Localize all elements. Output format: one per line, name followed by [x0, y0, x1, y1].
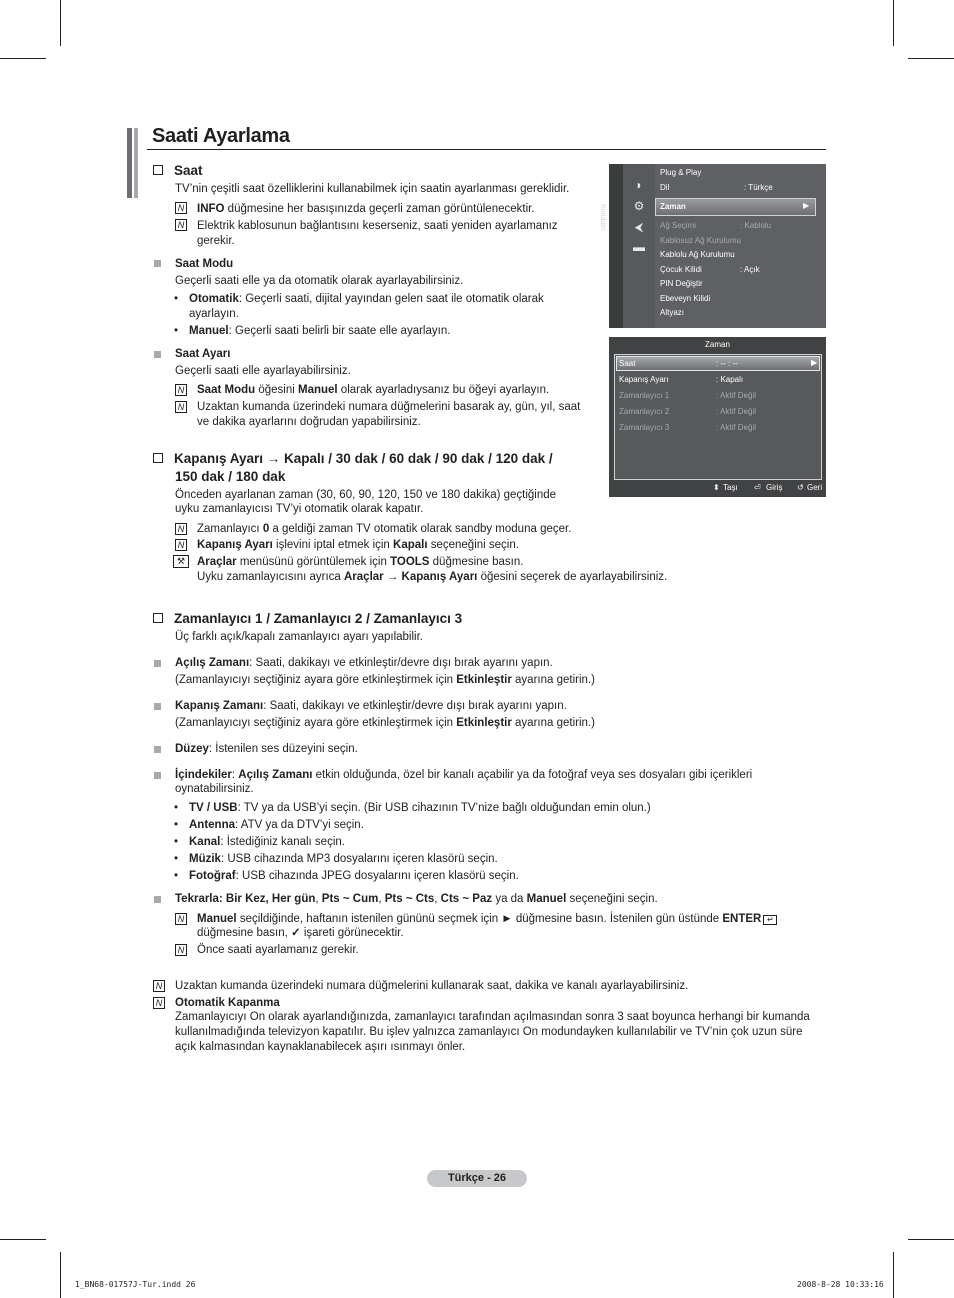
- application-icon: ▬: [633, 240, 645, 254]
- note-text: Saat Modu öğesini Manuel olarak ayarladıysanız bu öğeyi ayarlayın.: [197, 384, 550, 396]
- note-icon: N: [153, 980, 165, 992]
- square-bullet-icon: [154, 746, 161, 753]
- subheading: Saat Modu: [175, 258, 234, 270]
- menu-item[interactable]: Kapanış Ayarı: [619, 375, 669, 384]
- note-text: düğmesine basın, ✓ işareti görünecektir.: [197, 927, 404, 939]
- list-item: Otomatik: Geçerli saati, dijital yayından gelen saat ile otomatik olarak: [189, 293, 544, 305]
- note-icon: N: [175, 384, 187, 396]
- paragraph: İçindekiler: Açılış Zamanı etkin olduğunda, özel bir kanalı açabilir ya da fotoğraf veya ses dosyaları gibi içerikleri: [175, 769, 753, 781]
- section-heading-saat: Saat: [153, 162, 203, 180]
- picture-icon: ◗: [635, 178, 643, 192]
- crop-mark: [893, 0, 894, 46]
- note-text: ve dakika ayarlarını doğrudan yapabilirsiniz.: [197, 416, 421, 428]
- note-icon: N: [175, 219, 187, 231]
- enter-icon: ↵: [763, 915, 777, 925]
- paragraph: Kapanış Zamanı: Saati, dakikayı ve etkinleştir/devre dışı bırak ayarını yapın.: [175, 700, 567, 712]
- paragraph: (Zamanlayıcıyı seçtiğiniz ayara göre etkinleştirmek için Etkinleştir ayarına getirin.): [175, 717, 595, 729]
- checkbox-icon: [153, 453, 163, 463]
- square-bullet-icon: [154, 703, 161, 710]
- note-text: Zamanlayıcı 0 a geldiği zaman TV otomatik olarak sandby moduna geçer.: [197, 523, 572, 535]
- note-icon: N: [175, 401, 187, 413]
- paragraph: (Zamanlayıcıyı seçtiğiniz ayara göre etkinleştirmek için Etkinleştir ayarına getirin.): [175, 674, 595, 686]
- note-text: Elektrik kablosunun bağlantısını keserseniz, saati yeniden ayarlamanız: [197, 220, 558, 232]
- return-icon: ↺: [797, 483, 804, 492]
- bullet-dot: •: [174, 853, 179, 865]
- checkbox-icon: [153, 613, 163, 623]
- list-item: Fotoğraf: USB cihazında JPEG dosyalarını içeren klasörü seçin.: [189, 870, 519, 882]
- crop-mark: [60, 0, 61, 46]
- crop-mark: [60, 1252, 61, 1298]
- square-bullet-icon: [154, 260, 161, 267]
- bullet-dot: •: [174, 293, 179, 305]
- crop-mark: [908, 58, 954, 59]
- paragraph: Açılış Zamanı: Saati, dakikayı ve etkinleştir/devre dışı bırak ayarını yapın.: [175, 657, 553, 669]
- bullet-dot: •: [174, 819, 179, 831]
- enter-icon: ⏎: [754, 483, 761, 492]
- note-icon: N: [175, 202, 187, 214]
- bullet-dot: •: [174, 836, 179, 848]
- list-item: TV / USB: TV ya da USB’yi seçin. (Bir USB cihazının TV’nize bağlı olduğundan emin olun.): [189, 802, 651, 814]
- menu-item[interactable]: Altyazı: [660, 308, 685, 317]
- crop-mark: [908, 1239, 954, 1240]
- menu-item[interactable]: Kablosuz Ağ Kurulumu: [660, 236, 741, 245]
- paragraph: açık kalmasından kaynaklanabilecek aşırı ısınmayı önler.: [175, 1041, 466, 1053]
- note-icon: N: [175, 523, 187, 535]
- paragraph: Düzey: İstenilen ses düzeyini seçin.: [175, 743, 358, 755]
- tools-text: Araçlar menüsünü görüntülemek için TOOLS düğmesine basın.: [197, 556, 524, 568]
- square-bullet-icon: [154, 772, 161, 779]
- tools-text: Uyku zamanlayıcısını ayrıca Araçlar → Kapanış Ayarı öğesini seçerek de ayarlayabilirsiniz.: [197, 571, 668, 583]
- tv-menu-setup: [599, 164, 826, 328]
- input-icon: ⮜: [634, 220, 644, 234]
- note-text: Önce saati ayarlamanız gerekir.: [197, 944, 359, 956]
- note-text: INFO düğmesine her basışınızda geçerli zaman görüntülenecektir.: [197, 203, 535, 215]
- slug-timestamp: 2008-8-28 10:33:16: [797, 1280, 884, 1289]
- menu-item[interactable]: Kablolu Ağ Kurulumu: [660, 250, 735, 259]
- list-item: Manuel: Geçerli saati belirli bir saate elle ayarlayın.: [189, 325, 451, 337]
- checkbox-icon: [153, 165, 163, 175]
- square-bullet-icon: [154, 660, 161, 667]
- list-item: ayarlayın.: [189, 308, 239, 320]
- paragraph: kullanılmadığında televizyon kapatılır. Bu işlev yalnızca zamanlayıcı On modundayken kullanılabilir ve TV’nin çok uzun süre: [175, 1026, 803, 1038]
- menu-item-value: : Açık: [740, 265, 760, 274]
- note-icon: N: [175, 539, 187, 551]
- bullet-dot: •: [174, 870, 179, 882]
- paragraph: Önceden ayarlanan zaman (30, 60, 90, 120, 150 ve 180 dakika) geçtiğinde: [175, 489, 557, 501]
- subheading: Saat Ayarı: [175, 348, 231, 360]
- menu-item[interactable]: Ağ Seçimi: [660, 221, 697, 230]
- paragraph: uyku zamanlayıcısı TV’yi otomatik olarak kapatır.: [175, 503, 424, 515]
- menu-item-value: : -- : --: [716, 359, 738, 368]
- menu-item[interactable]: Zamanlayıcı 3: [619, 423, 670, 432]
- page-title: Saati Ayarlama: [152, 125, 290, 147]
- paragraph: Zamanlayıcıyı On olarak ayarlandığınızda, zamanlayıcı tarafından açılmasından sonra 3 saat boyunca herhangi bir kumanda: [175, 1011, 810, 1023]
- menu-item-selected[interactable]: Saat: [619, 359, 636, 368]
- section-heading-kapanis-cont: 150 dak / 180 dak: [175, 469, 286, 484]
- menu-item[interactable]: Zamanlayıcı 1: [619, 391, 670, 400]
- menu-item[interactable]: Plug & Play: [660, 168, 702, 177]
- setup-gear-icon: ⚙: [633, 199, 645, 213]
- menu-item-value: : Aktif Değil: [716, 391, 757, 400]
- list-item: Antenna: ATV ya da DTV’yi seçin.: [189, 819, 364, 831]
- menu-title: Zaman: [705, 340, 730, 349]
- note-icon: N: [175, 913, 187, 925]
- tv-menu-time: [609, 337, 826, 497]
- list-item: Kanal: İstediğiniz kanalı seçin.: [189, 836, 345, 848]
- paragraph: Geçerli saati elle ayarlayabilirsiniz.: [175, 365, 351, 377]
- checkmark-icon: ✓: [290, 927, 301, 939]
- bullet-dot: •: [174, 325, 179, 337]
- menu-item[interactable]: Ebeveyn Kilidi: [660, 294, 711, 303]
- square-bullet-icon: [154, 896, 161, 903]
- footer-move: Taşı: [723, 483, 738, 492]
- menu-side-strip: [609, 164, 623, 328]
- paragraph: TV’nin çeşitli saat özelliklerini kullanabilmek için saatin ayarlanması gereklidir.: [175, 183, 570, 195]
- bullet-dot: •: [174, 802, 179, 814]
- menu-item-value: : Kablolu: [740, 221, 772, 230]
- footer-back: Geri: [807, 483, 823, 492]
- note-text: Uzaktan kumanda üzerindeki numara düğmelerini basarak ay, gün, yıl, saat: [197, 401, 581, 413]
- crop-mark: [0, 58, 46, 59]
- menu-item[interactable]: Çocuk Kilidi: [660, 265, 702, 274]
- menu-item[interactable]: Dil: [660, 183, 670, 192]
- menu-item-value: : Türkçe: [744, 183, 773, 192]
- note-heading: Otomatik Kapanma: [175, 997, 280, 1009]
- arrow-right-icon: ▶: [803, 201, 810, 210]
- crop-mark: [0, 1239, 46, 1240]
- menu-item[interactable]: Zamanlayıcı 2: [619, 407, 670, 416]
- title-rule: [147, 149, 826, 150]
- square-bullet-icon: [154, 351, 161, 358]
- note-text: Kapanış Ayarı işlevini iptal etmek için Kapalı seçeneğini seçin.: [197, 539, 519, 551]
- paragraph: Üç farklı açık/kapalı zamanlayıcı ayarı yapılabilir.: [175, 631, 423, 643]
- menu-item[interactable]: PIN Değiştir: [660, 279, 703, 288]
- paragraph: oynatabilirsiniz.: [175, 783, 254, 795]
- slug-filename: 1_BN68-01757J-Tur.indd 26: [75, 1280, 196, 1289]
- note-icon: N: [175, 944, 187, 956]
- move-icon: ⬍: [713, 483, 720, 492]
- arrow-right-icon: ▶: [811, 358, 818, 367]
- section-heading-kapanis: Kapanış Ayarı → Kapalı / 30 dak / 60 dak / 90 dak / 120 dak /: [153, 450, 553, 468]
- paragraph: Tekrarla: Bir Kez, Her gün, Pts ~ Cum, Pts ~ Cts, Cts ~ Paz ya da Manuel seçeneğini seçin.: [175, 893, 658, 905]
- page-number: Türkçe - 26: [427, 1170, 527, 1187]
- menu-vertical-label: Kurulum: [599, 204, 606, 231]
- tools-icon: ⚒: [173, 555, 189, 568]
- note-text: Uzaktan kumanda üzerindeki numara düğmelerini kullanarak saat, dakika ve kanalı ayarlayabilirsiniz.: [175, 980, 689, 992]
- note-text: gerekir.: [197, 235, 235, 247]
- menu-item-value: : Aktif Değil: [716, 407, 757, 416]
- menu-item-value: : Kapalı: [716, 375, 744, 384]
- note-text: Manuel seçildiğinde, haftanın istenilen gününü seçmek için ► düğmesine basın. İstenilen gün üstünde ENTER ↵: [197, 912, 777, 928]
- note-icon: N: [153, 997, 165, 1009]
- menu-item-selected[interactable]: Zaman: [660, 202, 686, 211]
- footer-enter: Giriş: [766, 483, 783, 492]
- section-heading-zamanlayici: Zamanlayıcı 1 / Zamanlayıcı 2 / Zamanlayıcı 3: [153, 610, 462, 628]
- list-item: Müzik: USB cihazında MP3 dosyalarını içeren klasörü seçin.: [189, 853, 498, 865]
- paragraph: Geçerli saati elle ya da otomatik olarak ayarlayabilirsiniz.: [175, 275, 464, 287]
- crop-mark: [893, 1252, 894, 1298]
- title-accent-bar: [127, 128, 132, 198]
- title-accent-bar: [134, 128, 138, 198]
- menu-item-value: : Aktif Değil: [716, 423, 757, 432]
